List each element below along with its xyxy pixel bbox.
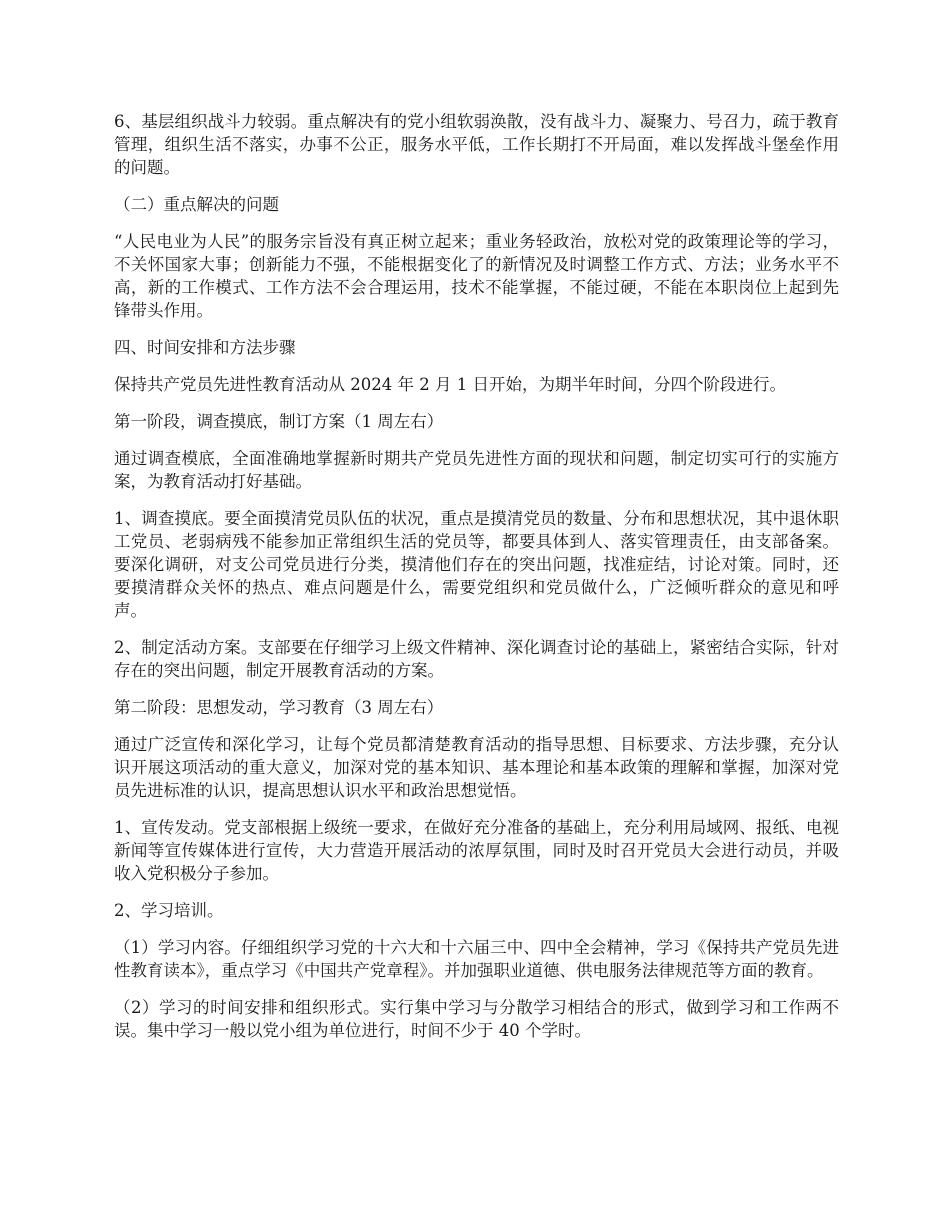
paragraph-study-content: （1）学习内容。仔细组织学习党的十六大和十六届三中、四中全会精神，学习《保持共产党员先进性教育读本》，重点学习《中国共产党章程》。并加强职业道德、供电服务法律规范等方面的教育。 <box>114 938 839 980</box>
paragraph-grassroots-weakness: 6、基层组织战斗力较弱。重点解决有的党小组软弱涣散，没有战斗力、凝聚力、号召力，疏于教育管理，组织生活不落实，办事不公正，服务水平低，工作长期打不开局面，难以发挥战斗堡垒作用的问题。 <box>114 112 839 177</box>
paragraph-phase-one-goal: 通过调查模底，全面准确地掌握新时期共产党员先进性方面的现状和问题，制定切实可行的实施方案，为教育活动打好基础。 <box>114 449 839 491</box>
heading-schedule-and-steps: 四、时间安排和方法步骤 <box>114 338 296 357</box>
paragraph-publicity: 1、宣传发动。党支部根据上级统一要求，在做好充分准备的基础上，充分利用局域网、报纸、电视新闻等宣传媒体进行宣传，大力营造开展活动的浓厚氛围，同时及时召开党员大会进行动员，并吸收入党积极分子参加。 <box>114 818 839 883</box>
heading-phase-one: 第一阶段，调查摸底，制订方案（1 周左右） <box>114 412 444 431</box>
paragraph-study-schedule: （2）学习的时间安排和组织形式。实行集中学习与分散学习相结合的形式，做到学习和工作两不误。集中学习一般以党小组为单位进行，时间不少于 40 个学时。 <box>114 998 839 1040</box>
paragraph-activity-plan: 2、制定活动方案。支部要在仔细学习上级文件精神、深化调查讨论的基础上，紧密结合实际，针对存在的突出问题，制定开展教育活动的方案。 <box>114 638 839 680</box>
paragraph-survey: 1、调查摸底。要全面摸清党员队伍的状况，重点是摸清党员的数量、分布和思想状况，其中退休职工党员、老弱病残不能参加正常组织生活的党员等，都要具体到人、落实管理责任，由支部备案。要深化调研，对支公司党员进行分类，摸清他们存在的突出问题，找准症结，讨论对策。同时，还要摸清群众关怀的热点、难点问题是什么，需要党组织和党员做什么，广泛倾听群众的意见和呼声。 <box>114 509 839 620</box>
heading-phase-two: 第二阶段：思想发动，学习教育（3 周左右） <box>114 698 444 717</box>
heading-study-training: 2、学习培训。 <box>114 901 224 920</box>
heading-key-problems: （二）重点解决的问题 <box>114 195 279 214</box>
paragraph-phase-two-goal: 通过广泛宣传和深化学习，让每个党员都清楚教育活动的指导思想、目标要求、方法步骤，充分认识开展这项活动的重大意义，加深对党的基本知识、基本理论和基本政策的理解和掌握，加深对党员先进标准的认识，提高思想认识水平和政治思想觉悟。 <box>114 735 839 800</box>
paragraph-key-problems: “人民电业为人民”的服务宗旨没有真正树立起来；重业务轻政治，放松对党的政策理论等的学习，不关怀国家大事；创新能力不强，不能根据变化了的新情况及时调整工作方式、方法；业务水平不高，新的工作模式、工作方法不会合理运用，技术不能掌握，不能过硬，不能在本职岗位上起到先锋带头作用。 <box>114 232 839 320</box>
document-body <box>114 110 839 1056</box>
paragraph-schedule-intro: 保持共产党员先进性教育活动从 2024 年 2 月 1 日开始，为期半年时间，分四个阶段进行。 <box>114 375 786 394</box>
